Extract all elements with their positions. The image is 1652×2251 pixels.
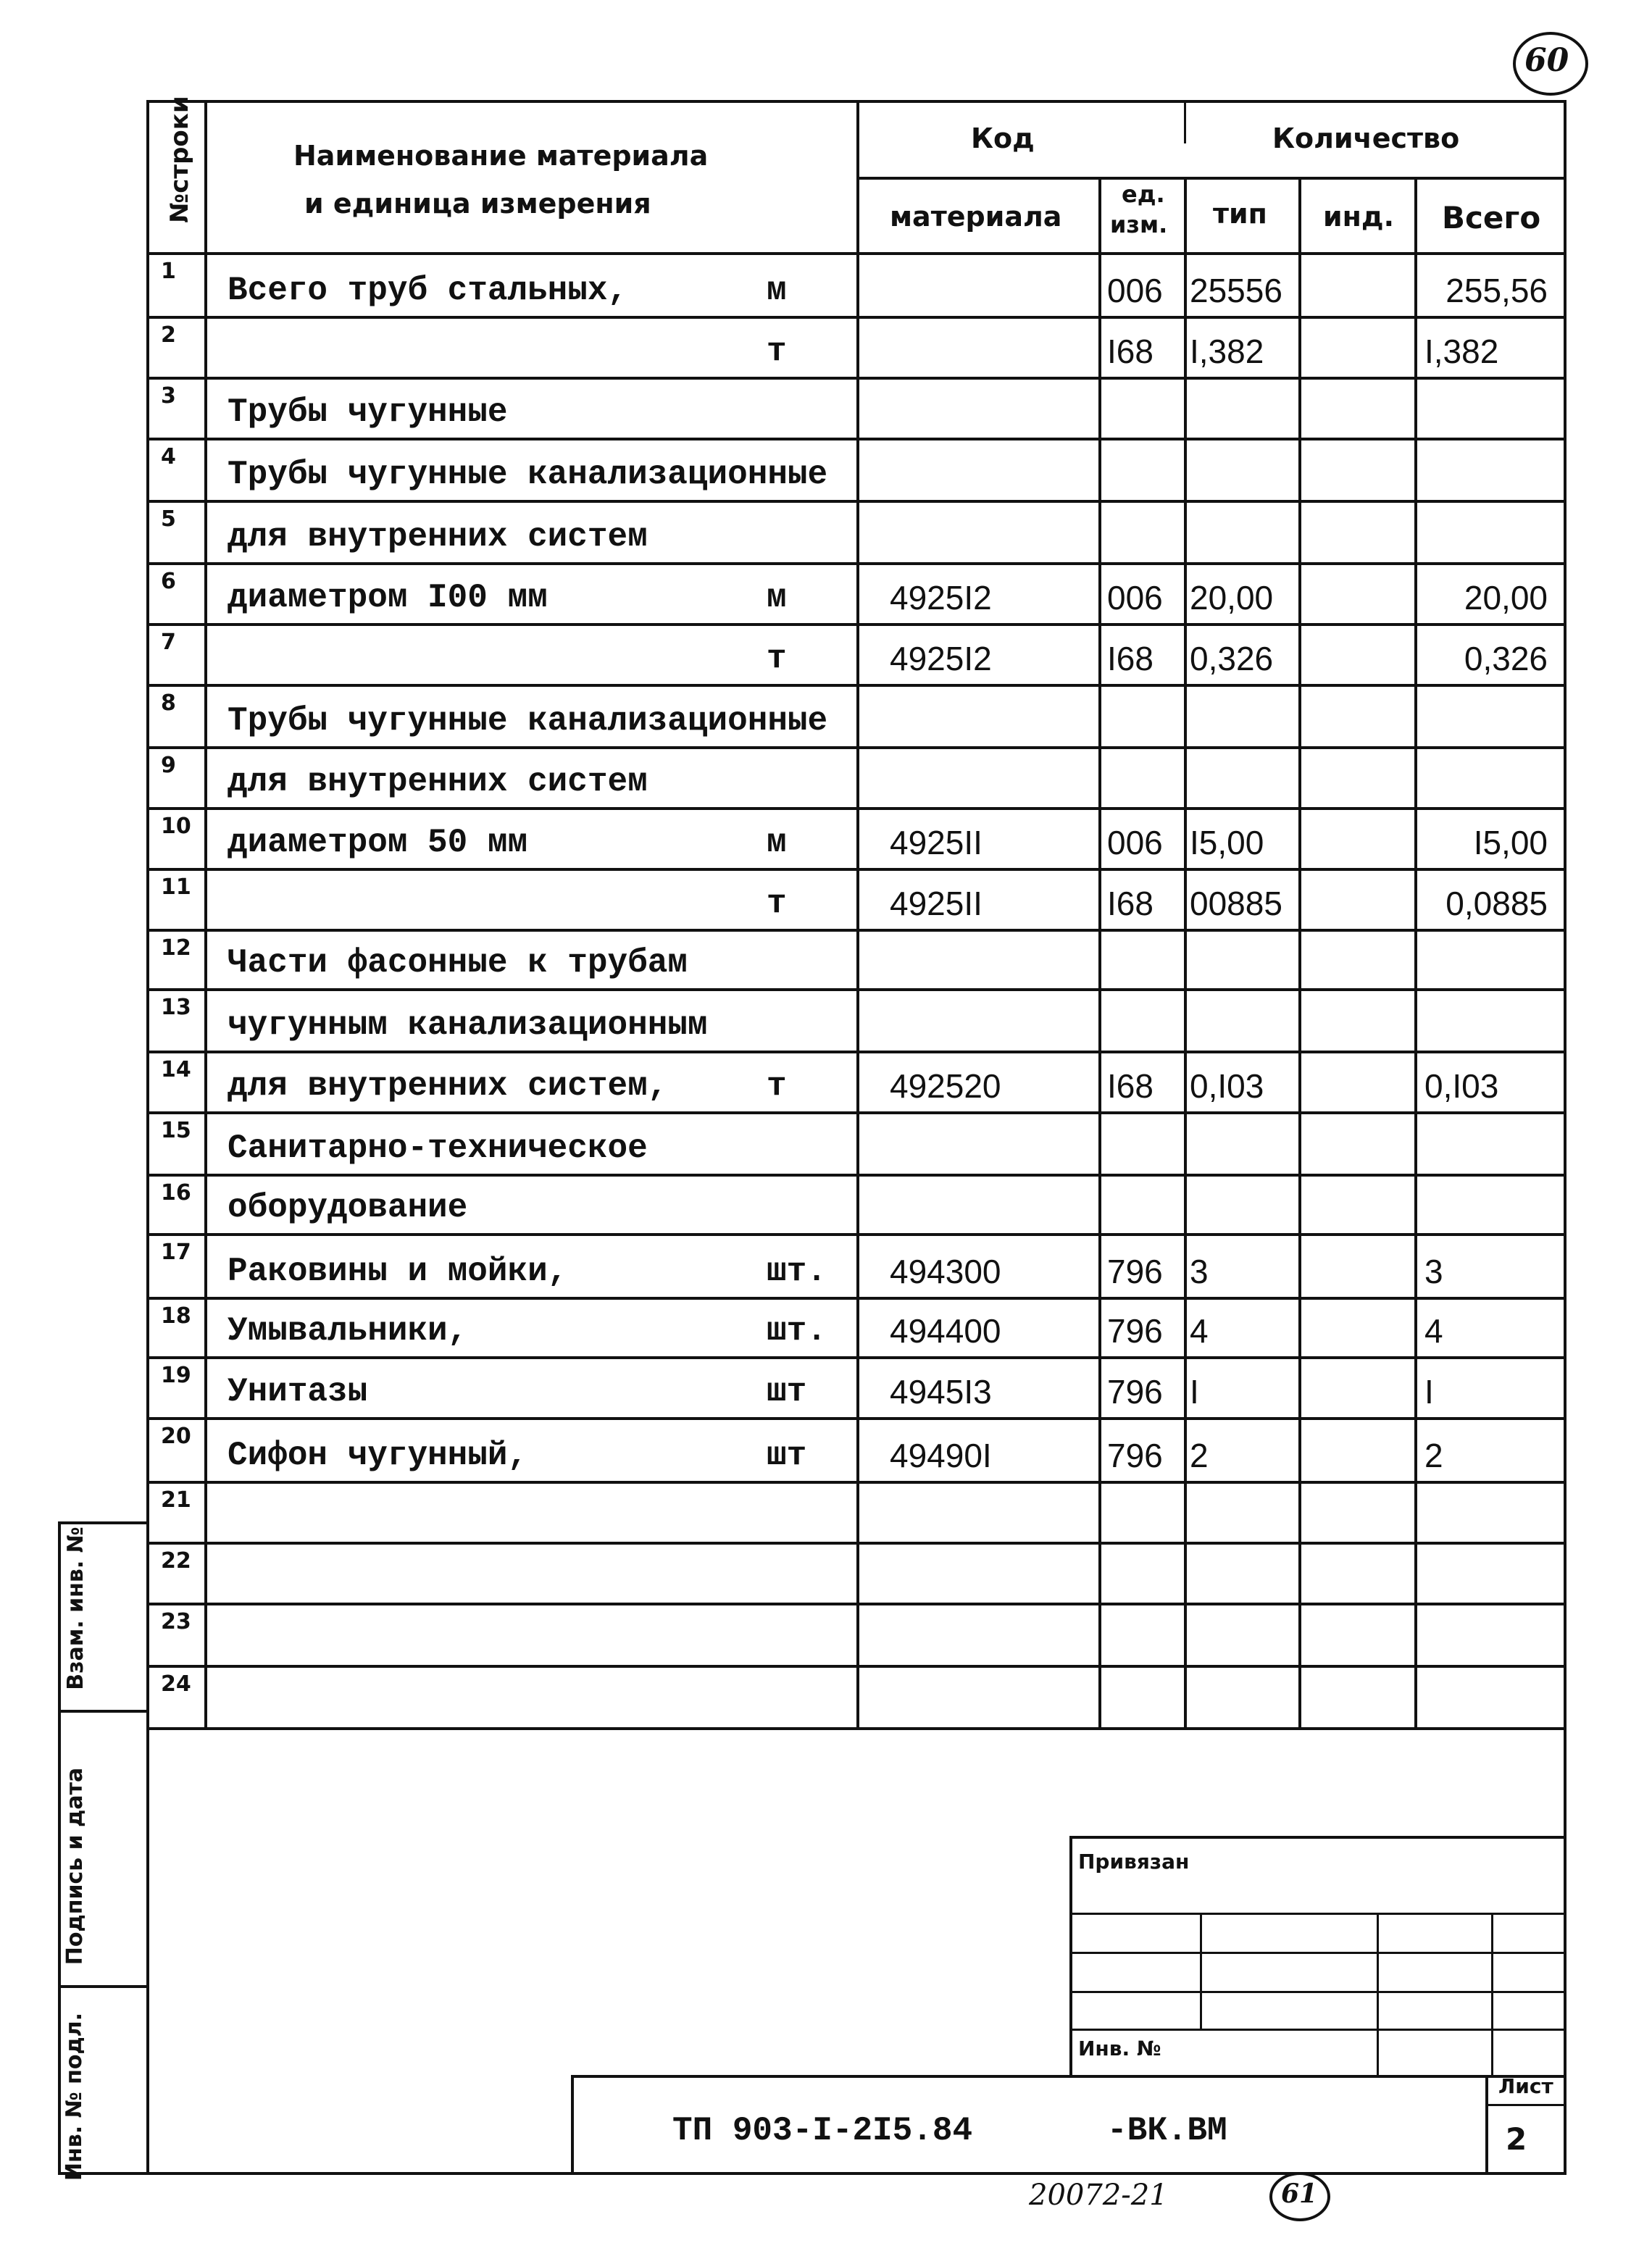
unit-code: 796 xyxy=(1107,1253,1163,1290)
row-number: 1 xyxy=(161,259,176,284)
stamp-line-4 xyxy=(1069,2029,1564,2031)
unit-code: 006 xyxy=(1107,579,1163,617)
material-name: Санитарно-техническое xyxy=(228,1129,648,1167)
stamp-col-2 xyxy=(1377,1913,1379,2075)
quantity-type: 0,326 xyxy=(1190,640,1274,677)
row-line xyxy=(146,1297,1564,1300)
row-line xyxy=(146,1603,1564,1605)
quantity-total: 20,00 xyxy=(1464,579,1548,617)
row-line xyxy=(146,1051,1564,1053)
row-number: 20 xyxy=(161,1424,191,1449)
material-name: для внутренних систем xyxy=(228,518,648,556)
quantity-total: 0,326 xyxy=(1464,640,1548,677)
material-unit: шт xyxy=(767,1437,807,1474)
side-vzam: Взам. инв. № xyxy=(63,1527,88,1690)
material-code: 494300 xyxy=(890,1253,1001,1290)
row-line xyxy=(146,623,1564,626)
row-number: 4 xyxy=(161,444,176,469)
material-unit: т xyxy=(767,1067,787,1105)
side-strip-div1 xyxy=(58,1710,146,1713)
row-number: 23 xyxy=(161,1609,191,1634)
stamp-line-1 xyxy=(1069,1913,1564,1915)
row-number: 19 xyxy=(161,1363,191,1388)
row-number: 24 xyxy=(161,1671,191,1697)
row-line xyxy=(146,500,1564,503)
quantity-total: 0,0885 xyxy=(1446,885,1548,922)
quantity-total: I xyxy=(1424,1373,1434,1411)
row-line xyxy=(146,438,1564,440)
stamp-line-2 xyxy=(1069,1952,1564,1954)
side-podpis: Подпись и дата xyxy=(62,1767,88,1966)
material-name: диаметром 50 мм xyxy=(228,824,528,861)
row-number: 6 xyxy=(161,569,176,594)
quantity-total: 0,I03 xyxy=(1424,1067,1499,1105)
material-code: 4925II xyxy=(890,824,983,861)
row-line xyxy=(146,868,1564,871)
row-number: 18 xyxy=(161,1303,191,1329)
material-name: Трубы чугунные канализационные xyxy=(228,456,828,493)
material-name: Умывальники, xyxy=(228,1312,468,1350)
quantity-type: 00885 xyxy=(1190,885,1282,922)
col-line-total xyxy=(1414,177,1417,1727)
row-line xyxy=(146,562,1564,565)
material-unit: м xyxy=(767,579,787,617)
row-line xyxy=(146,1665,1564,1668)
material-name: диаметром I00 мм xyxy=(228,579,548,617)
title-block-top xyxy=(571,2075,1564,2078)
row-number: 15 xyxy=(161,1118,191,1143)
material-name: чугунным канализационным xyxy=(228,1006,708,1044)
quantity-type: 25556 xyxy=(1190,272,1282,309)
page-mark: 60 xyxy=(1524,42,1569,79)
document-code: ТП 903-I-2I5.84 xyxy=(672,2112,973,2150)
row-number: 9 xyxy=(161,753,176,778)
material-name: Сифон чугунный, xyxy=(228,1437,528,1474)
qty-total-header: Всего xyxy=(1442,200,1541,235)
quantity-total: 2 xyxy=(1424,1437,1443,1474)
col-line-unit xyxy=(1098,177,1101,1727)
material-code: 4925I2 xyxy=(890,640,992,677)
row-line xyxy=(146,377,1564,380)
quantity-type: 4 xyxy=(1190,1312,1209,1350)
page-bottom-line xyxy=(58,2172,1567,2175)
unit-code: 796 xyxy=(1107,1437,1163,1474)
stamp-left xyxy=(1069,1836,1072,2075)
material-name: Трубы чугунные канализационные xyxy=(228,702,828,740)
quantity-type: I5,00 xyxy=(1190,824,1264,861)
material-code: 4925II xyxy=(890,885,983,922)
document-code-suffix: -ВК.ВМ xyxy=(1107,2112,1227,2150)
material-unit: т xyxy=(767,885,787,922)
code-unit-header-1: ед. xyxy=(1122,180,1165,208)
quantity-total: I5,00 xyxy=(1473,824,1548,861)
row-number: 10 xyxy=(161,814,191,839)
material-name: Раковины и мойки, xyxy=(228,1253,568,1290)
title-block-left xyxy=(571,2075,574,2173)
qty-ind-header: инд. xyxy=(1323,201,1395,233)
side-strip-right xyxy=(146,1727,149,2173)
sheet-box-left xyxy=(1485,2075,1488,2173)
row-number: 13 xyxy=(161,995,191,1020)
row-number: 17 xyxy=(161,1240,191,1265)
material-unit: т xyxy=(767,333,787,370)
name-header-line1: Наименование материала xyxy=(293,140,709,172)
quantity-type: I,382 xyxy=(1190,333,1264,370)
row-line xyxy=(146,1174,1564,1177)
code-header: Код xyxy=(971,122,1035,154)
row-line xyxy=(146,1542,1564,1545)
quantity-type: I xyxy=(1190,1373,1199,1411)
row-line xyxy=(146,316,1564,319)
row-line xyxy=(146,684,1564,687)
table-border-right xyxy=(1564,100,1567,2173)
material-unit: м xyxy=(767,272,787,309)
row-number: 5 xyxy=(161,506,176,532)
quantity-total: I,382 xyxy=(1424,333,1499,370)
row-number: 3 xyxy=(161,383,176,409)
quantity-total: 4 xyxy=(1424,1312,1443,1350)
material-code: 49490I xyxy=(890,1437,992,1474)
unit-code: 006 xyxy=(1107,272,1163,309)
quantity-header: Количество xyxy=(1272,122,1460,154)
name-header-line2: и единица измерения xyxy=(304,188,651,220)
code-unit-header-2: изм. xyxy=(1110,211,1168,238)
stamp-top xyxy=(1069,1836,1564,1839)
unit-code: 006 xyxy=(1107,824,1163,861)
stamp-col-3 xyxy=(1491,1913,1493,2075)
footer-handwritten-number: 20072-21 xyxy=(1029,2179,1168,2212)
row-number: 11 xyxy=(161,874,191,900)
material-name: оборудование xyxy=(228,1189,468,1227)
quantity-type: 0,I03 xyxy=(1190,1067,1264,1105)
row-line xyxy=(146,746,1564,749)
row-number: 2 xyxy=(161,322,176,348)
material-code: 4925I2 xyxy=(890,579,992,617)
row-line xyxy=(146,807,1564,810)
unit-code: 796 xyxy=(1107,1373,1163,1411)
unit-code: I68 xyxy=(1107,1067,1154,1105)
row-number: 8 xyxy=(161,690,176,716)
qty-type-header: тип xyxy=(1213,198,1267,230)
quantity-type: 3 xyxy=(1190,1253,1209,1290)
code-material-header: материала xyxy=(890,201,1062,233)
quantity-total: 255,56 xyxy=(1446,272,1548,309)
material-unit: шт xyxy=(767,1373,807,1411)
material-code: 492520 xyxy=(890,1067,1001,1105)
col-line-type xyxy=(1184,177,1187,1727)
material-name: Трубы чугунные xyxy=(228,393,508,431)
unit-code: I68 xyxy=(1107,885,1154,922)
material-code: 4945I3 xyxy=(890,1373,992,1411)
sheet-label: Лист xyxy=(1498,2074,1553,2098)
row-number-header: №строки xyxy=(165,96,194,223)
table-border-top xyxy=(146,100,1564,103)
material-name: Унитазы xyxy=(228,1373,368,1411)
row-number: 14 xyxy=(161,1057,191,1082)
side-inv: Инв. № подл. xyxy=(62,2012,87,2181)
col-line-ind xyxy=(1298,177,1301,1727)
row-line xyxy=(146,988,1564,991)
quantity-type: 2 xyxy=(1190,1437,1209,1474)
material-unit: шт. xyxy=(767,1312,827,1350)
row-line xyxy=(146,1233,1564,1236)
sheet-box-mid xyxy=(1485,2104,1564,2106)
material-name: Части фасонные к трубам xyxy=(228,944,688,982)
header-sub-line xyxy=(856,177,1564,180)
unit-code: I68 xyxy=(1107,333,1154,370)
row-line xyxy=(146,1111,1564,1114)
row-line xyxy=(146,1356,1564,1359)
unit-code: 796 xyxy=(1107,1312,1163,1350)
row-number: 21 xyxy=(161,1487,191,1513)
stamp-col-1 xyxy=(1200,1913,1202,2029)
material-name: Всего труб стальных, xyxy=(228,272,628,309)
row-number: 7 xyxy=(161,630,176,655)
footer-circle-number: 61 xyxy=(1281,2179,1318,2209)
sheet-number: 2 xyxy=(1506,2121,1527,2157)
material-unit: м xyxy=(767,824,787,861)
material-name: для внутренних систем xyxy=(228,763,648,801)
row-number: 16 xyxy=(161,1180,191,1206)
row-number: 22 xyxy=(161,1548,191,1574)
material-unit: шт. xyxy=(767,1253,827,1290)
material-name: для внутренних систем, xyxy=(228,1067,668,1105)
row-line xyxy=(146,929,1564,932)
header-code-qty-divider xyxy=(1184,100,1186,143)
unit-code: I68 xyxy=(1107,640,1154,677)
quantity-total: 3 xyxy=(1424,1253,1443,1290)
quantity-type: 20,00 xyxy=(1190,579,1274,617)
row-line xyxy=(146,1417,1564,1420)
row-number: 12 xyxy=(161,935,191,961)
row-line xyxy=(146,1481,1564,1484)
material-unit: т xyxy=(767,640,787,677)
stamp-privyazan: Привязан xyxy=(1078,1850,1190,1874)
row-line xyxy=(146,1727,1564,1730)
stamp-inv-no: Инв. № xyxy=(1078,2037,1161,2060)
material-code: 494400 xyxy=(890,1312,1001,1350)
row-line xyxy=(146,252,1564,255)
stamp-line-3 xyxy=(1069,1991,1564,1993)
